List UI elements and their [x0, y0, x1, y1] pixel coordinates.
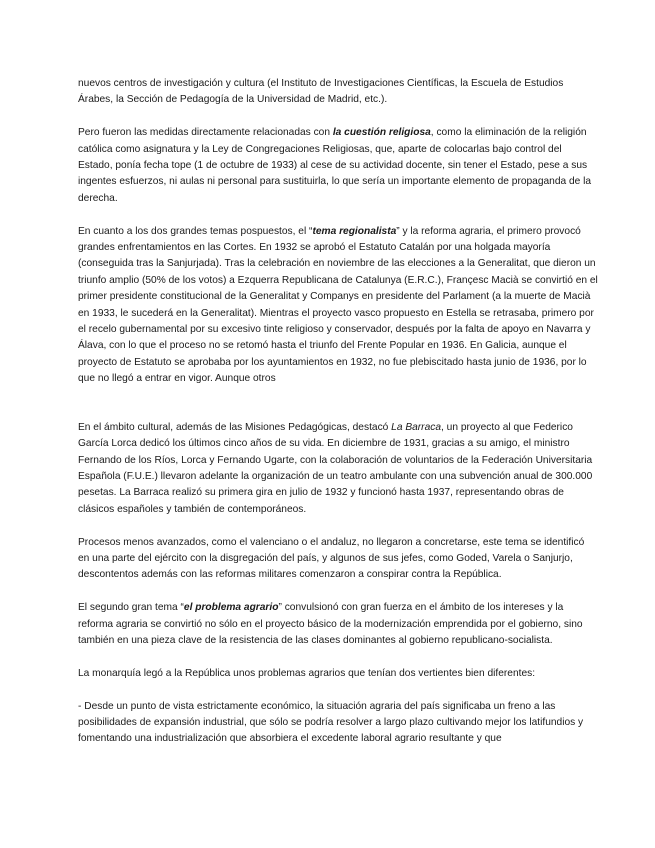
paragraph-text: El segundo gran tema “: [78, 602, 184, 614]
paragraph-text: Pero fueron las medidas directamente relacionadas con: [78, 127, 333, 139]
paragraph-text: ” y la reforma agraria, el primero provocó grandes enfrentamientos en las Cortes. En 1932 se aprobó el Estatuto Catalán por una holgada mayoría (conseguida tras la Sanjurjada). Tras la celebración en noviembre de las elecciones a la Generalitat, que dieron un triunfo amplio (50% de los votos) a Ezquerra Republicana de Catalunya (E.R.C.), Françesc Macià se convirtió en el primer presidente constitucional de la Generalitat y Companys en presidente del Parlament (a la muerte de Macià en 1933, le sucederá en la Generalitat). Mientras el proyecto vasco propuesto en Estella se retrasaba, primero por el recelo gubernamental por su excesivo tinte religioso y conservador, después por la falta de apoyo en Navarra y Álava, con lo que el proceso no se retomó hasta el triunfo del Frente Popular en 1936. En Galicia, aunque el proyecto de Estatuto se aprobaba por los ayuntamientos en 1932, no fue plebiscitado hasta junio de 1936, por lo que no llegó a entrar en vigor. Aunque otros: [78, 225, 598, 385]
paragraph-cultural-field: [78, 420, 598, 518]
emphasis-la-barraca: La Barraca: [391, 421, 441, 433]
paragraph-research-centers: [78, 76, 598, 109]
emphasis-regional-question: tema regionalista: [312, 225, 397, 237]
paragraph-monarchy-legacy: [78, 666, 598, 682]
paragraph-text: Procesos menos avanzados, como el valenciano o el andaluz, no llegaron a concretarse, este tema se identificó en una parte del ejército con la disgregación del país, y algunos de sus jefes, como Goded, Varela o Sanjurjo, descontentos además con las reformas militares comenzaron a conspirar contra la República.: [78, 536, 585, 581]
paragraph-other-processes: [78, 535, 598, 584]
document-body: [78, 76, 598, 764]
paragraph-economic-view: [78, 699, 598, 748]
paragraph-text: , un proyecto al que Federico García Lorca dedicó los últimos cinco años de su vida. En diciembre de 1931, gracias a su amigo, el ministro Fernando de los Ríos, Lorca y Fernando Ugarte, con la colaboración de voluntarios de la Federación Universitaria Española (F.U.E.) llevaron adelante la organización de un teatro ambulante con una subvención anual de 300.000 pesetas. La Barraca realizó su primera gira en julio de 1932 y funcionó hasta 1937, representando obras de clásicos españoles y también de contemporáneos.: [78, 421, 593, 515]
paragraph-text: ” convulsionó con gran fuerza en el ámbito de los intereses y la reforma agraria se convirtió no sólo en el proyecto básico de la modernización emprendida por el gobierno, sino también en una pieza clave de la resistencia de las clases dominantes al gobierno republicano-socialista.: [78, 602, 583, 646]
paragraph-text: En el ámbito cultural, además de las Misiones Pedagógicas, destacó: [78, 421, 392, 433]
paragraph-text: La monarquía legó a la República unos problemas agrarios que tenían dos vertientes bien diferentes:: [78, 667, 536, 679]
paragraph-regional-question: [78, 224, 598, 388]
paragraph-text: - Desde un punto de vista estrictamente económico, la situación agraria del país significaba un freno a las posibilidades de expansión industrial, que sólo se podría resolver a largo plazo cultivando mejor los latifundios y fomentando una industrialización que absorbiera el excedente laboral agrario resultante y que: [78, 700, 584, 745]
paragraph-text: nuevos centros de investigación y cultura (el Instituto de Investigaciones Científicas, la Escuela de Estudios Árabes, la Sección de Pedagogía de la Universidad de Madrid, etc.).: [78, 78, 564, 106]
paragraph-text: En cuanto a los dos grandes temas pospuestos, el “: [78, 225, 313, 237]
paragraph-agrarian-problem: [78, 600, 598, 649]
paragraph-text: , como la eliminación de la religión católica como asignatura y la Ley de Congregaciones Religiosas, que, aparte de colocarlas bajo control del Estado, ponía fecha tope (1 de octubre de 1933) al cese de su actividad docente, sin tener el Estado, pese a sus ingentes esfuerzos, ni aulas ni personal para sustituirla, lo que sería un importante elemento de propaganda de la derecha.: [78, 127, 592, 204]
paragraph-religious-question: [78, 125, 598, 207]
emphasis-religious-question: la cuestión religiosa: [332, 127, 431, 139]
emphasis-agrarian-problem: el problema agrario: [183, 602, 279, 614]
